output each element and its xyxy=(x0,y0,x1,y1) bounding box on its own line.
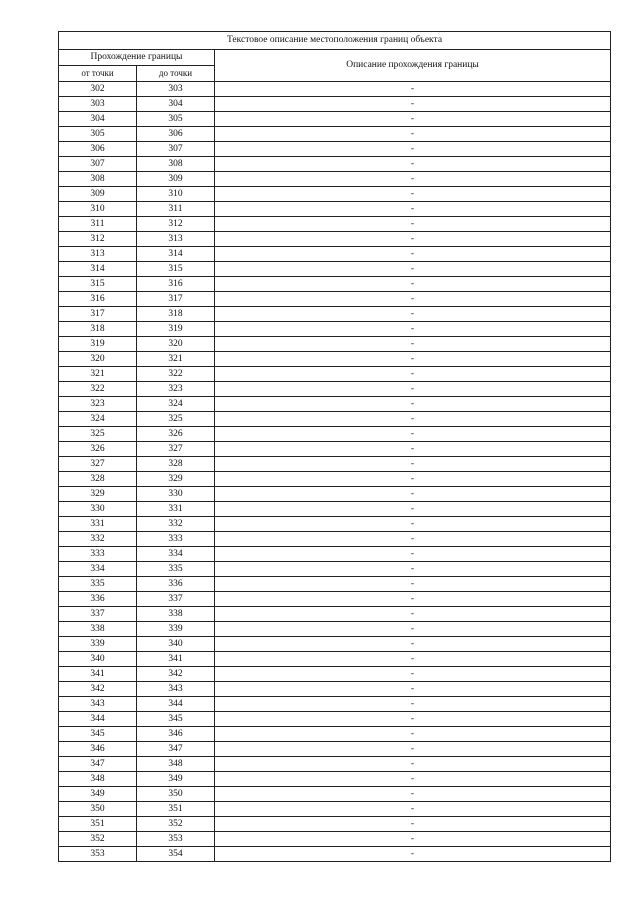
from-point-cell: 319 xyxy=(59,337,137,352)
table-row xyxy=(59,622,611,637)
description-cell: - xyxy=(215,487,611,502)
description-cell: - xyxy=(215,562,611,577)
table-row xyxy=(59,712,611,727)
table-row xyxy=(59,412,611,427)
description-cell: - xyxy=(215,307,611,322)
from-point-cell: 306 xyxy=(59,142,137,157)
to-point-cell: 309 xyxy=(137,172,215,187)
table-row xyxy=(59,202,611,217)
description-cell: - xyxy=(215,787,611,802)
description-cell: - xyxy=(215,157,611,172)
to-point-cell: 344 xyxy=(137,697,215,712)
from-point-cell: 331 xyxy=(59,517,137,532)
to-point-cell: 349 xyxy=(137,772,215,787)
to-point-cell: 346 xyxy=(137,727,215,742)
description-cell: - xyxy=(215,757,611,772)
description-cell: - xyxy=(215,277,611,292)
from-point-cell: 341 xyxy=(59,667,137,682)
from-point-cell: 345 xyxy=(59,727,137,742)
from-header: от точки xyxy=(59,66,137,82)
to-point-cell: 307 xyxy=(137,142,215,157)
description-cell: - xyxy=(215,412,611,427)
description-cell: - xyxy=(215,682,611,697)
description-cell: - xyxy=(215,292,611,307)
table-row xyxy=(59,442,611,457)
from-point-cell: 323 xyxy=(59,397,137,412)
from-point-cell: 339 xyxy=(59,637,137,652)
table-row xyxy=(59,682,611,697)
table-row xyxy=(59,112,611,127)
to-point-cell: 328 xyxy=(137,457,215,472)
from-point-cell: 305 xyxy=(59,127,137,142)
description-cell: - xyxy=(215,517,611,532)
from-point-cell: 311 xyxy=(59,217,137,232)
table-row xyxy=(59,457,611,472)
description-cell: - xyxy=(215,667,611,682)
to-point-cell: 308 xyxy=(137,157,215,172)
to-point-cell: 342 xyxy=(137,667,215,682)
description-cell: - xyxy=(215,337,611,352)
to-point-cell: 327 xyxy=(137,442,215,457)
from-point-cell: 302 xyxy=(59,82,137,97)
from-point-cell: 321 xyxy=(59,367,137,382)
to-point-cell: 331 xyxy=(137,502,215,517)
table-row xyxy=(59,307,611,322)
table-row xyxy=(59,487,611,502)
from-point-cell: 303 xyxy=(59,97,137,112)
table-row xyxy=(59,607,611,622)
to-point-cell: 317 xyxy=(137,292,215,307)
description-cell: - xyxy=(215,382,611,397)
from-point-cell: 338 xyxy=(59,622,137,637)
table-row xyxy=(59,157,611,172)
table-row xyxy=(59,427,611,442)
to-point-cell: 304 xyxy=(137,97,215,112)
table-row xyxy=(59,502,611,517)
table-row xyxy=(59,352,611,367)
description-cell: - xyxy=(215,127,611,142)
table-row xyxy=(59,127,611,142)
from-point-cell: 342 xyxy=(59,682,137,697)
from-point-cell: 327 xyxy=(59,457,137,472)
table-row xyxy=(59,652,611,667)
to-point-cell: 333 xyxy=(137,532,215,547)
description-cell: - xyxy=(215,847,611,862)
table-row xyxy=(59,757,611,772)
table-row xyxy=(59,232,611,247)
table-row xyxy=(59,787,611,802)
table-row xyxy=(59,637,611,652)
description-cell: - xyxy=(215,712,611,727)
from-point-cell: 332 xyxy=(59,532,137,547)
table-row xyxy=(59,382,611,397)
description-cell: - xyxy=(215,97,611,112)
from-point-cell: 352 xyxy=(59,832,137,847)
from-point-cell: 351 xyxy=(59,817,137,832)
table-row xyxy=(59,337,611,352)
to-point-cell: 337 xyxy=(137,592,215,607)
description-cell: - xyxy=(215,247,611,262)
from-point-cell: 304 xyxy=(59,112,137,127)
to-point-cell: 303 xyxy=(137,82,215,97)
from-point-cell: 340 xyxy=(59,652,137,667)
description-cell: - xyxy=(215,232,611,247)
description-cell: - xyxy=(215,397,611,412)
description-header: Описание прохождения границы xyxy=(215,50,611,82)
table-body xyxy=(59,82,611,862)
from-point-cell: 346 xyxy=(59,742,137,757)
to-point-cell: 334 xyxy=(137,547,215,562)
table-row xyxy=(59,247,611,262)
from-point-cell: 324 xyxy=(59,412,137,427)
table-row xyxy=(59,97,611,112)
table-row xyxy=(59,697,611,712)
from-point-cell: 313 xyxy=(59,247,137,262)
description-cell: - xyxy=(215,607,611,622)
table-row xyxy=(59,802,611,817)
to-point-cell: 310 xyxy=(137,187,215,202)
description-cell: - xyxy=(215,442,611,457)
to-point-cell: 318 xyxy=(137,307,215,322)
to-point-cell: 347 xyxy=(137,742,215,757)
description-cell: - xyxy=(215,367,611,382)
to-point-cell: 343 xyxy=(137,682,215,697)
description-cell: - xyxy=(215,637,611,652)
to-point-cell: 351 xyxy=(137,802,215,817)
from-point-cell: 325 xyxy=(59,427,137,442)
from-point-cell: 308 xyxy=(59,172,137,187)
from-point-cell: 349 xyxy=(59,787,137,802)
description-cell: - xyxy=(215,652,611,667)
table-row xyxy=(59,142,611,157)
to-point-cell: 316 xyxy=(137,277,215,292)
table-row xyxy=(59,742,611,757)
to-point-cell: 312 xyxy=(137,217,215,232)
description-cell: - xyxy=(215,202,611,217)
table-row xyxy=(59,217,611,232)
table-row xyxy=(59,832,611,847)
to-point-cell: 313 xyxy=(137,232,215,247)
from-point-cell: 317 xyxy=(59,307,137,322)
to-point-cell: 324 xyxy=(137,397,215,412)
from-point-cell: 312 xyxy=(59,232,137,247)
from-point-cell: 318 xyxy=(59,322,137,337)
table-row xyxy=(59,397,611,412)
description-cell: - xyxy=(215,832,611,847)
table-row xyxy=(59,667,611,682)
table-row xyxy=(59,472,611,487)
description-cell: - xyxy=(215,772,611,787)
table-row xyxy=(59,172,611,187)
to-header: до точки xyxy=(137,66,215,82)
to-point-cell: 315 xyxy=(137,262,215,277)
from-point-cell: 353 xyxy=(59,847,137,862)
to-point-cell: 335 xyxy=(137,562,215,577)
group-header: Прохождение границы xyxy=(59,50,215,66)
to-point-cell: 348 xyxy=(137,757,215,772)
description-cell: - xyxy=(215,172,611,187)
from-point-cell: 334 xyxy=(59,562,137,577)
description-cell: - xyxy=(215,592,611,607)
description-cell: - xyxy=(215,817,611,832)
to-point-cell: 341 xyxy=(137,652,215,667)
table-row xyxy=(59,262,611,277)
from-point-cell: 316 xyxy=(59,292,137,307)
table-row xyxy=(59,727,611,742)
table-row xyxy=(59,772,611,787)
from-point-cell: 343 xyxy=(59,697,137,712)
from-point-cell: 330 xyxy=(59,502,137,517)
table-row xyxy=(59,532,611,547)
from-point-cell: 309 xyxy=(59,187,137,202)
to-point-cell: 306 xyxy=(137,127,215,142)
from-point-cell: 329 xyxy=(59,487,137,502)
to-point-cell: 314 xyxy=(137,247,215,262)
table-row xyxy=(59,847,611,862)
from-point-cell: 333 xyxy=(59,547,137,562)
from-point-cell: 314 xyxy=(59,262,137,277)
table-row xyxy=(59,367,611,382)
from-point-cell: 350 xyxy=(59,802,137,817)
to-point-cell: 320 xyxy=(137,337,215,352)
to-point-cell: 340 xyxy=(137,637,215,652)
from-point-cell: 322 xyxy=(59,382,137,397)
description-cell: - xyxy=(215,352,611,367)
from-point-cell: 310 xyxy=(59,202,137,217)
from-point-cell: 336 xyxy=(59,592,137,607)
description-cell: - xyxy=(215,742,611,757)
table-row xyxy=(59,577,611,592)
table-title: Текстовое описание местоположения границ объекта xyxy=(59,32,611,50)
table-row xyxy=(59,592,611,607)
description-cell: - xyxy=(215,82,611,97)
description-cell: - xyxy=(215,187,611,202)
to-point-cell: 319 xyxy=(137,322,215,337)
description-cell: - xyxy=(215,322,611,337)
from-point-cell: 320 xyxy=(59,352,137,367)
table-row xyxy=(59,322,611,337)
from-point-cell: 347 xyxy=(59,757,137,772)
to-point-cell: 332 xyxy=(137,517,215,532)
from-point-cell: 344 xyxy=(59,712,137,727)
to-point-cell: 338 xyxy=(137,607,215,622)
to-point-cell: 345 xyxy=(137,712,215,727)
description-cell: - xyxy=(215,427,611,442)
to-point-cell: 325 xyxy=(137,412,215,427)
to-point-cell: 336 xyxy=(137,577,215,592)
description-cell: - xyxy=(215,577,611,592)
boundary-table xyxy=(58,31,611,862)
description-cell: - xyxy=(215,622,611,637)
table-row xyxy=(59,547,611,562)
to-point-cell: 322 xyxy=(137,367,215,382)
from-point-cell: 328 xyxy=(59,472,137,487)
description-cell: - xyxy=(215,457,611,472)
description-cell: - xyxy=(215,217,611,232)
description-cell: - xyxy=(215,532,611,547)
table-row xyxy=(59,562,611,577)
to-point-cell: 350 xyxy=(137,787,215,802)
description-cell: - xyxy=(215,262,611,277)
description-cell: - xyxy=(215,142,611,157)
from-point-cell: 337 xyxy=(59,607,137,622)
table-row xyxy=(59,187,611,202)
description-cell: - xyxy=(215,472,611,487)
to-point-cell: 329 xyxy=(137,472,215,487)
table-row xyxy=(59,292,611,307)
description-cell: - xyxy=(215,547,611,562)
to-point-cell: 311 xyxy=(137,202,215,217)
to-point-cell: 321 xyxy=(137,352,215,367)
to-point-cell: 323 xyxy=(137,382,215,397)
to-point-cell: 330 xyxy=(137,487,215,502)
to-point-cell: 305 xyxy=(137,112,215,127)
from-point-cell: 315 xyxy=(59,277,137,292)
description-cell: - xyxy=(215,727,611,742)
to-point-cell: 354 xyxy=(137,847,215,862)
from-point-cell: 348 xyxy=(59,772,137,787)
description-cell: - xyxy=(215,697,611,712)
table-row xyxy=(59,817,611,832)
description-cell: - xyxy=(215,112,611,127)
to-point-cell: 352 xyxy=(137,817,215,832)
table-row xyxy=(59,517,611,532)
table-row xyxy=(59,82,611,97)
from-point-cell: 335 xyxy=(59,577,137,592)
table-row xyxy=(59,277,611,292)
to-point-cell: 339 xyxy=(137,622,215,637)
description-cell: - xyxy=(215,802,611,817)
from-point-cell: 307 xyxy=(59,157,137,172)
to-point-cell: 353 xyxy=(137,832,215,847)
to-point-cell: 326 xyxy=(137,427,215,442)
description-cell: - xyxy=(215,502,611,517)
from-point-cell: 326 xyxy=(59,442,137,457)
